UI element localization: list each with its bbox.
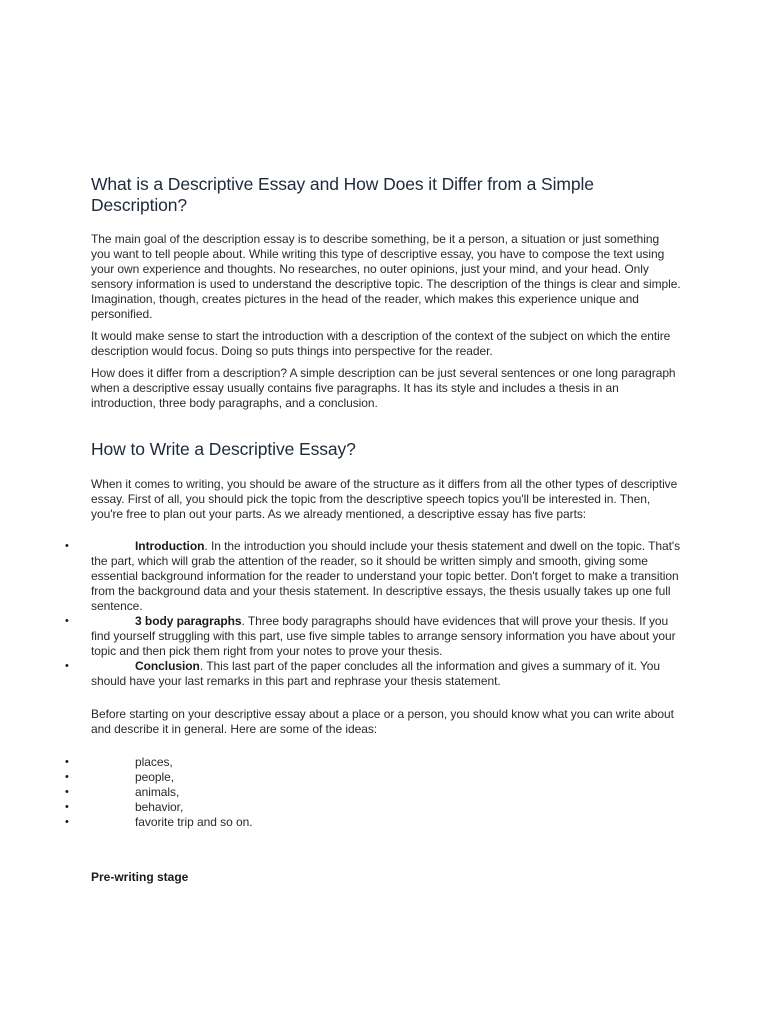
heading-how-to-write: How to Write a Descriptive Essay? [91, 439, 356, 459]
paragraph-ideas-intro: Before starting on your descriptive essay about a place or a person, you should know what you can write about and describe it in general. Here are some of the ideas: [91, 707, 674, 736]
document-content [65, 174, 681, 885]
list-item-title: Conclusion [135, 659, 200, 673]
list-item-text: places, [135, 755, 173, 769]
list-item-idea [65, 755, 681, 770]
bullet-icon: • [65, 771, 69, 783]
paragraph-structure: When it comes to writing, you should be aware of the structure as it differs from all the other types of descriptive essay. First of all, you should pick the topic from the descriptive speech topics you'll be interested in. Then, you're free to plan out your parts. As we already mentioned, a descriptive essay has five parts: [91, 477, 678, 521]
list-item-text: . In the introduction you should include your thesis statement and dwell on the topic. That's the part, which will grab the attention of the reader, so it should be written simply and smooth, giving some essential background information for the reader to understand your topic better. Don't forget to make a transition from the background data and your thesis statement. In descriptive essays, the thesis usually takes up one full sentence. [91, 539, 681, 613]
list-item-text: . This last part of the paper concludes all the information and gives a summary of it. You should have your last remarks in this part and rephrase your thesis statement. [91, 659, 661, 688]
list-item-idea [65, 800, 681, 815]
bullet-icon: • [65, 786, 69, 798]
list-item-idea [65, 785, 681, 800]
list-item-conclusion [65, 659, 681, 689]
list-item-title: Introduction [135, 539, 205, 553]
list-item-introduction [65, 539, 681, 614]
paragraph-difference: How does it differ from a description? A simple description can be just several sentences or one long paragraph when a descriptive essay usually contains five paragraphs. It has its style and includes a thesis in an introduction, three body paragraphs, and a conclusion. [91, 366, 676, 410]
list-item-text: . Three body paragraphs should have evidences that will prove your thesis. If you find yourself struggling with this part, use five simple tables to arrange sensory information you have about your topic and then pick them right from your notes to prove your thesis. [91, 614, 676, 658]
list-item-text: people, [135, 770, 175, 784]
bullet-icon: • [65, 660, 69, 672]
list-item-text: favorite trip and so on. [135, 815, 253, 829]
bullet-icon: • [65, 756, 69, 768]
list-item-text: animals, [135, 785, 180, 799]
essay-parts-list [65, 539, 681, 689]
list-item-idea [65, 770, 681, 785]
ideas-list [65, 755, 681, 830]
heading-descriptive-essay: What is a Descriptive Essay and How Does it Differ from a Simple Description? [91, 174, 594, 215]
bullet-icon: • [65, 801, 69, 813]
bullet-icon: • [65, 540, 69, 552]
bullet-icon: • [65, 816, 69, 828]
paragraph-introduction-context: It would make sense to start the introduction with a description of the context of the subject on which the entire description would focus. Doing so puts things into perspective for the reader. [91, 329, 671, 358]
list-item-title: 3 body paragraphs [135, 614, 242, 628]
list-item-idea [65, 815, 681, 830]
subheading-prewriting: Pre-writing stage [91, 870, 189, 884]
list-item-text: behavior, [135, 800, 184, 814]
bullet-icon: • [65, 615, 69, 627]
paragraph-main-goal: The main goal of the description essay is to describe something, be it a person, a situation or just something you want to tell people about. While writing this type of descriptive essay, you have to compose the text using your own experience and thoughts. No researches, no outer opinions, just your mind, and your head. Only sensory information is used to understand the descriptive topic. The description of the things is clear and simple. Imagination, though, creates pictures in the head of the reader, which makes this experience unique and personified. [91, 232, 681, 321]
list-item-body-paragraphs [65, 614, 681, 659]
